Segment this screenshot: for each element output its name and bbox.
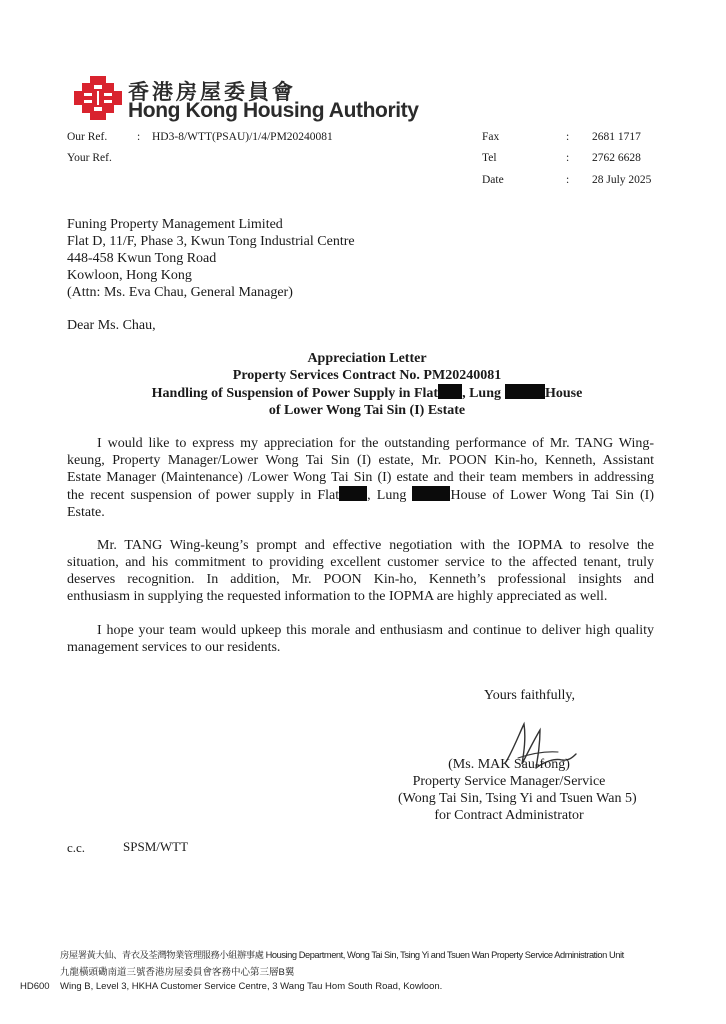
subject-line: Property Services Contract No. PM20240081 bbox=[232, 368, 502, 383]
letterhead-name-en: Hong Kong Housing Authority bbox=[128, 99, 419, 122]
recipient-address bbox=[67, 216, 355, 301]
subject-line: of Lower Wong Tai Sin (I) Estate bbox=[268, 403, 466, 418]
redaction-block bbox=[505, 384, 545, 399]
redaction-block bbox=[339, 486, 367, 501]
subject-heading bbox=[67, 350, 667, 419]
body-line: keung, Property Manager/Lower Wong Tai Sin (I) estate, Mr. POON Kin-ho, Kenneth, Assistant bbox=[67, 453, 654, 468]
body-line: situation, and his commitment to providing excellent customer service to the affected tenant, truly bbox=[67, 555, 654, 570]
signature-block bbox=[398, 756, 637, 824]
tel-value: 2762 6628 bbox=[592, 152, 641, 164]
footer-line-3: Wing B, Level 3, HKHA Customer Service Centre, 3 Wang Tau Hom South Road, Kowloon. bbox=[60, 981, 443, 992]
signatory-district: (Wong Tai Sin, Tsing Yi and Tsuen Wan 5) bbox=[398, 791, 637, 806]
fax-value: 2681 1717 bbox=[592, 131, 641, 143]
body-line: the recent suspension of power supply in Flat , Lung House of Lower Wong Tai Sin (I) bbox=[67, 488, 655, 503]
fax-separator: : bbox=[566, 131, 570, 143]
body-line: enthusiasm in supplying the requested information to the IOPMA are highly appreciated as well. bbox=[67, 589, 608, 604]
recipient-line: 448-458 Kwun Tong Road bbox=[67, 251, 217, 266]
our-ref-label: Our Ref. bbox=[67, 131, 108, 143]
your-ref-label: Your Ref. bbox=[67, 152, 112, 164]
body-line: management services to our residents. bbox=[67, 640, 281, 655]
body-line: I would like to express my appreciation for the outstanding performance of Mr. TANG Wing- bbox=[97, 436, 654, 451]
body-paragraph-1 bbox=[67, 435, 654, 521]
fax-label: Fax bbox=[482, 131, 500, 143]
subject-line: Handling of Suspension of Power Supply in Flat , Lung House bbox=[151, 386, 583, 401]
letterhead-name-zh: 香港房屋委員會 bbox=[128, 80, 296, 104]
cc-value: SPSM/WTT bbox=[123, 839, 189, 854]
salutation: Dear Ms. Chau, bbox=[67, 318, 156, 333]
our-ref-separator: : bbox=[137, 131, 141, 143]
body-paragraph-3 bbox=[67, 622, 654, 656]
cc-label: c.c. bbox=[67, 840, 86, 855]
closing: Yours faithfully, bbox=[484, 688, 576, 703]
our-ref-value: HD3-8/WTT(PSAU)/1/4/PM20240081 bbox=[152, 131, 333, 143]
body-line: Estate Manager (Maintenance) /Lower Wong Tai Sin (I) estate and their team members in addressing bbox=[67, 470, 654, 485]
date-separator: : bbox=[566, 174, 570, 186]
redaction-block bbox=[412, 486, 450, 501]
footer-line-2: 九龍橫頭磡南道三號香港房屋委員會客務中心第三層B翼 bbox=[60, 967, 295, 978]
housing-authority-logo-icon bbox=[72, 76, 124, 120]
signatory-for: for Contract Administrator bbox=[434, 808, 584, 823]
recipient-line: Kowloon, Hong Kong bbox=[67, 268, 192, 283]
body-line: deserves recognition. In addition, Mr. POON Kin-ho, Kenneth’s professional insights and bbox=[67, 572, 654, 587]
footer-line-1: 房屋署黃大仙、青衣及荃灣物業管理服務小組辦事處 Housing Department, Wong Tai Sin, Tsing Yi and Tsuen Wan Property Service Administration Unit bbox=[60, 950, 624, 960]
redaction-block bbox=[438, 384, 462, 399]
date-label: Date bbox=[482, 174, 504, 186]
body-line: Mr. TANG Wing-keung’s prompt and effective negotiation with the IOPMA to resolve the bbox=[97, 538, 654, 553]
recipient-line: Funing Property Management Limited bbox=[67, 217, 283, 232]
recipient-line: Flat D, 11/F, Phase 3, Kwun Tong Industrial Centre bbox=[67, 234, 355, 249]
tel-label: Tel bbox=[482, 152, 497, 164]
recipient-line: (Attn: Ms. Eva Chau, General Manager) bbox=[67, 285, 293, 300]
body-paragraph-2 bbox=[67, 537, 654, 605]
date-value: 28 July 2025 bbox=[592, 174, 652, 186]
body-line: Estate. bbox=[67, 505, 105, 520]
body-line: I hope your team would upkeep this morale and enthusiasm and continue to deliver high quality bbox=[97, 623, 654, 638]
subject-line: Appreciation Letter bbox=[307, 351, 427, 366]
signatory-name: (Ms. MAK Sau-fong) bbox=[448, 757, 570, 772]
footer-form-code: HD600 bbox=[20, 981, 50, 992]
signatory-title: Property Service Manager/Service bbox=[412, 774, 606, 789]
tel-separator: : bbox=[566, 152, 570, 164]
